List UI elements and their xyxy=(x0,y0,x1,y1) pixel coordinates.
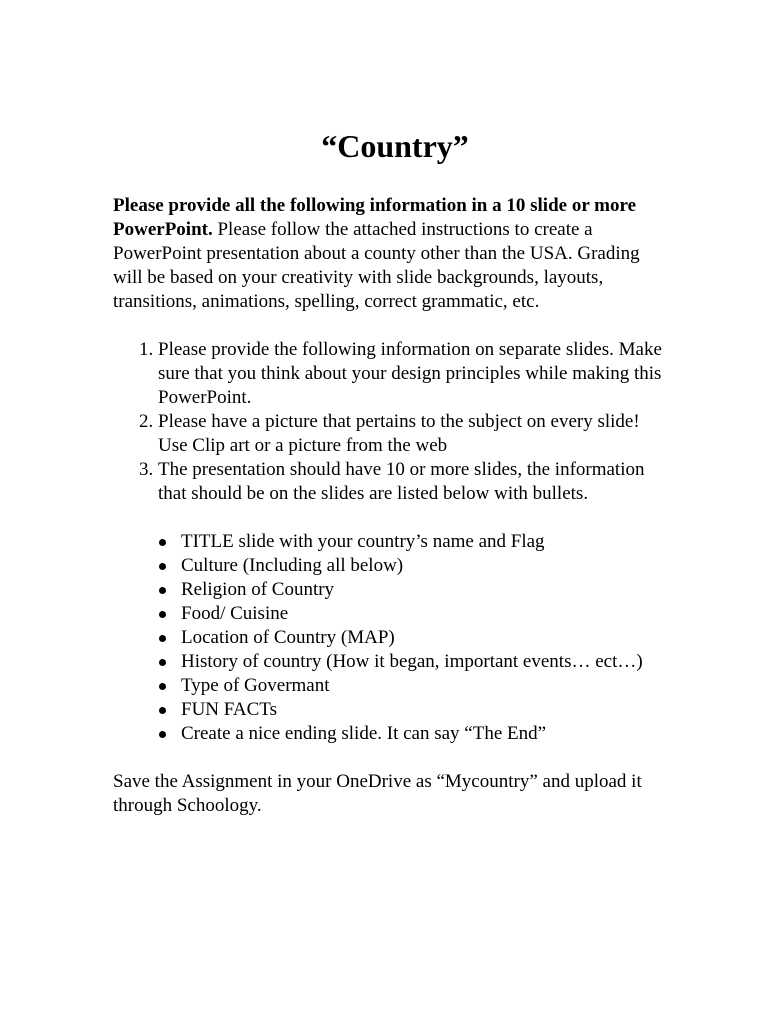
slide-topic-text: Type of Govermant xyxy=(181,675,330,696)
slide-topic-text: History of country (How it began, important events… ect…) xyxy=(181,651,643,672)
slide-topic-item xyxy=(181,698,673,722)
slide-topic-item xyxy=(181,578,673,602)
bullet-icon xyxy=(159,539,166,546)
bullet-icon xyxy=(159,659,166,666)
slide-topic-item xyxy=(181,674,673,698)
slide-topic-item xyxy=(181,626,673,650)
document-page xyxy=(113,0,673,818)
instruction-item: 3. The presentation should have 10 or more slides, the information that should be on the slides are listed below with bullets. xyxy=(158,458,673,506)
slide-topic-item xyxy=(181,530,673,554)
slide-topic-text: Create a nice ending slide. It can say “The End” xyxy=(181,723,547,744)
slide-topic-item xyxy=(181,722,673,746)
bullet-icon xyxy=(159,635,166,642)
closing-paragraph: Save the Assignment in your OneDrive as “Mycountry” and upload it through Schoology. xyxy=(113,771,642,816)
instruction-item: 1. Please provide the following information on separate slides. Make sure that you think about your design principles while making this PowerPoint. xyxy=(158,338,673,410)
instructions-list xyxy=(113,338,673,506)
slide-topic-text: Location of Country (MAP) xyxy=(181,627,395,648)
slide-topic-item xyxy=(181,650,673,674)
intro-text: Please follow the attached instructions to create a PowerPoint presentation about a county other than the USA. Grading will be based on your creativity with slide backgrounds, layouts, transitions, animations, spelling, correct grammatic, etc. xyxy=(113,219,640,312)
slide-topic-text: Religion of Country xyxy=(181,579,335,600)
intro-bold-text: Please provide all the following information in a 10 slide or more PowerPoint. xyxy=(113,195,637,240)
intro-paragraph xyxy=(113,194,673,314)
slide-topic-text: TITLE slide with your country’s name and Flag xyxy=(181,531,545,552)
bullet-icon xyxy=(159,587,166,594)
slide-topic-text: Culture (Including all below) xyxy=(181,555,404,576)
slide-topic-text: FUN FACTs xyxy=(181,699,277,720)
slide-topic-text: Food/ Cuisine xyxy=(181,603,289,624)
bullet-icon xyxy=(159,731,166,738)
bullet-icon xyxy=(159,683,166,690)
bullet-icon xyxy=(159,611,166,618)
slide-topics-list xyxy=(113,530,673,746)
document-title: “Country” xyxy=(321,128,469,164)
bullet-icon xyxy=(159,563,166,570)
bullet-icon xyxy=(159,707,166,714)
instruction-item: 2. Please have a picture that pertains to the subject on every slide! Use Clip art or a picture from the web xyxy=(158,410,673,458)
slide-topic-item xyxy=(181,602,673,626)
slide-topic-item xyxy=(181,554,673,578)
